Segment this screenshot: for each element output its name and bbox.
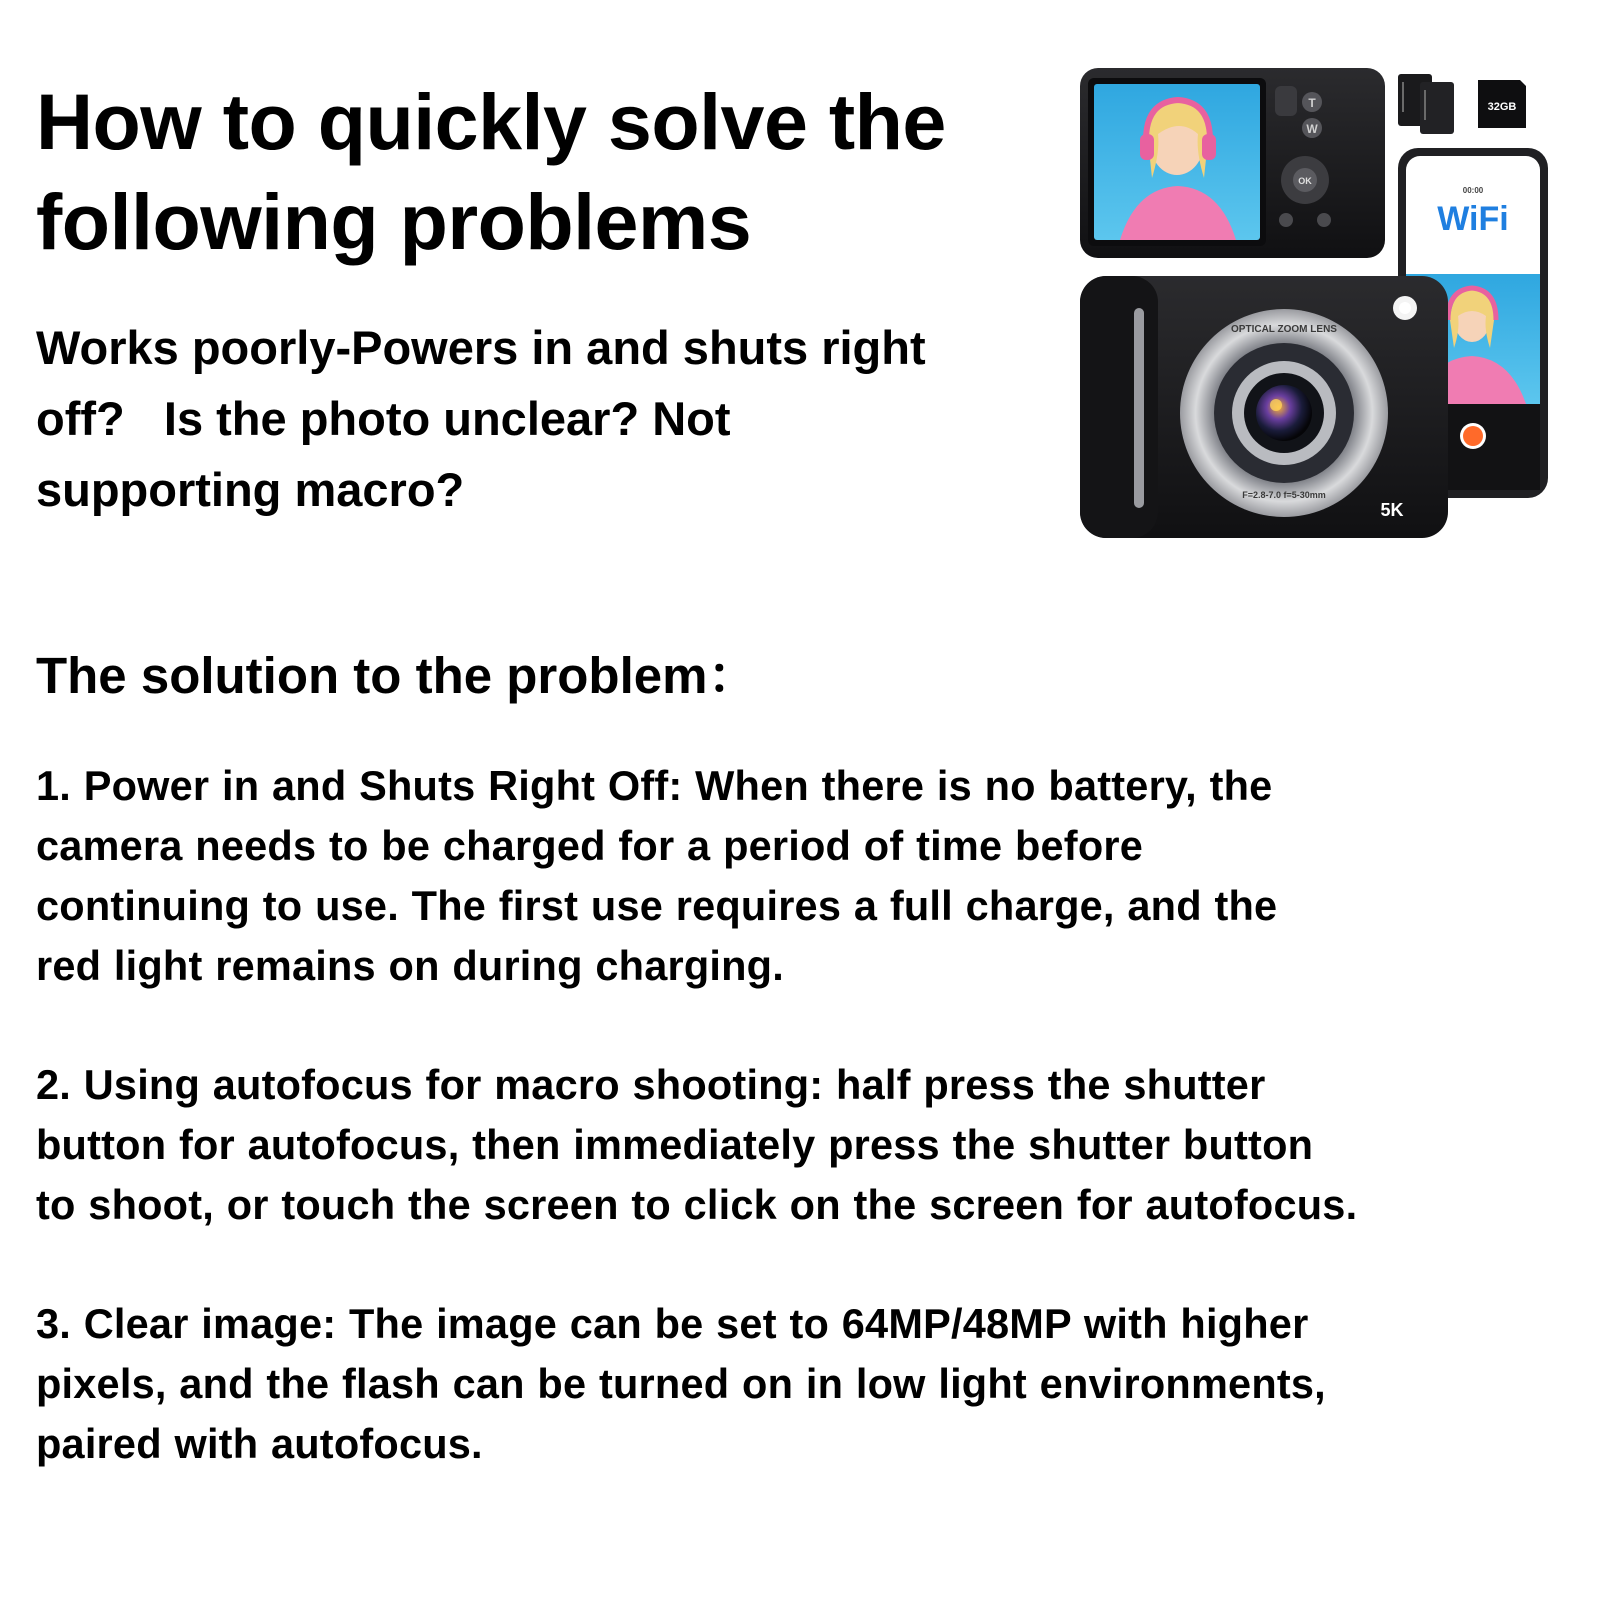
camera-kit-illustration (1080, 68, 1575, 553)
phone-app-title: WiFi (1437, 200, 1509, 238)
solution-3-line-2: pixels, and the flash can be turned on in low light environments, (36, 1360, 1326, 1407)
zoom-wide-label: W (1306, 122, 1318, 136)
solution-2-line-3: to shoot, or touch the screen to click on the screen for autofocus. (36, 1181, 1358, 1228)
solution-item-1 (36, 756, 1586, 996)
camera-5k-badge: 5K (1380, 500, 1404, 520)
headline-line-2: following problems (36, 177, 752, 266)
sd-card-label: 32GB (1487, 101, 1517, 113)
solution-list (36, 756, 1586, 1474)
solution-heading: The solution to the problem： (36, 647, 759, 704)
phone-timer: 00:00 (1462, 186, 1484, 195)
solution-1-line-2: camera needs to be charged for a period of time before (36, 822, 1143, 869)
solution-2-line-1: 2. Using autofocus for macro shooting: half press the shutter (36, 1061, 1266, 1108)
camera-front-view (1080, 276, 1448, 538)
camera-back-view (1080, 68, 1385, 258)
headline-line-1: How to quickly solve the (36, 77, 946, 166)
solution-1-line-1: 1. Power in and Shuts Right Off: When there is no battery, the (36, 762, 1273, 809)
problem-line-3: supporting macro? (36, 463, 465, 516)
problem-line-1: Works poorly-Powers in and shuts right (36, 321, 926, 374)
product-photo (1080, 68, 1575, 553)
ok-button-label: OK (1298, 176, 1312, 186)
lens-spec-text: F=2.8-7.0 f=5-30mm (1242, 490, 1326, 500)
sd-card (1478, 80, 1526, 128)
solution-3-line-1: 3. Clear image: The image can be set to 64MP/48MP with higher (36, 1300, 1309, 1347)
record-button-graphic (1463, 426, 1483, 446)
solution-1-line-4: red light remains on during charging. (36, 942, 784, 989)
solution-item-2 (36, 1055, 1586, 1235)
solution-3-line-3: paired with autofocus. (36, 1420, 483, 1467)
problem-questions (36, 312, 1066, 525)
problem-line-2: off? Is the photo unclear? Not (36, 392, 731, 445)
solution-item-3 (36, 1294, 1586, 1474)
lens-ring-text: OPTICAL ZOOM LENS (1231, 324, 1337, 335)
page-headline (36, 72, 1066, 272)
solution-2-line-2: button for autofocus, then immediately press the shutter button (36, 1121, 1314, 1168)
battery-pack (1398, 74, 1454, 134)
zoom-tele-label: T (1308, 96, 1316, 110)
solution-1-line-3: continuing to use. The first use requires a full charge, and the (36, 882, 1278, 929)
